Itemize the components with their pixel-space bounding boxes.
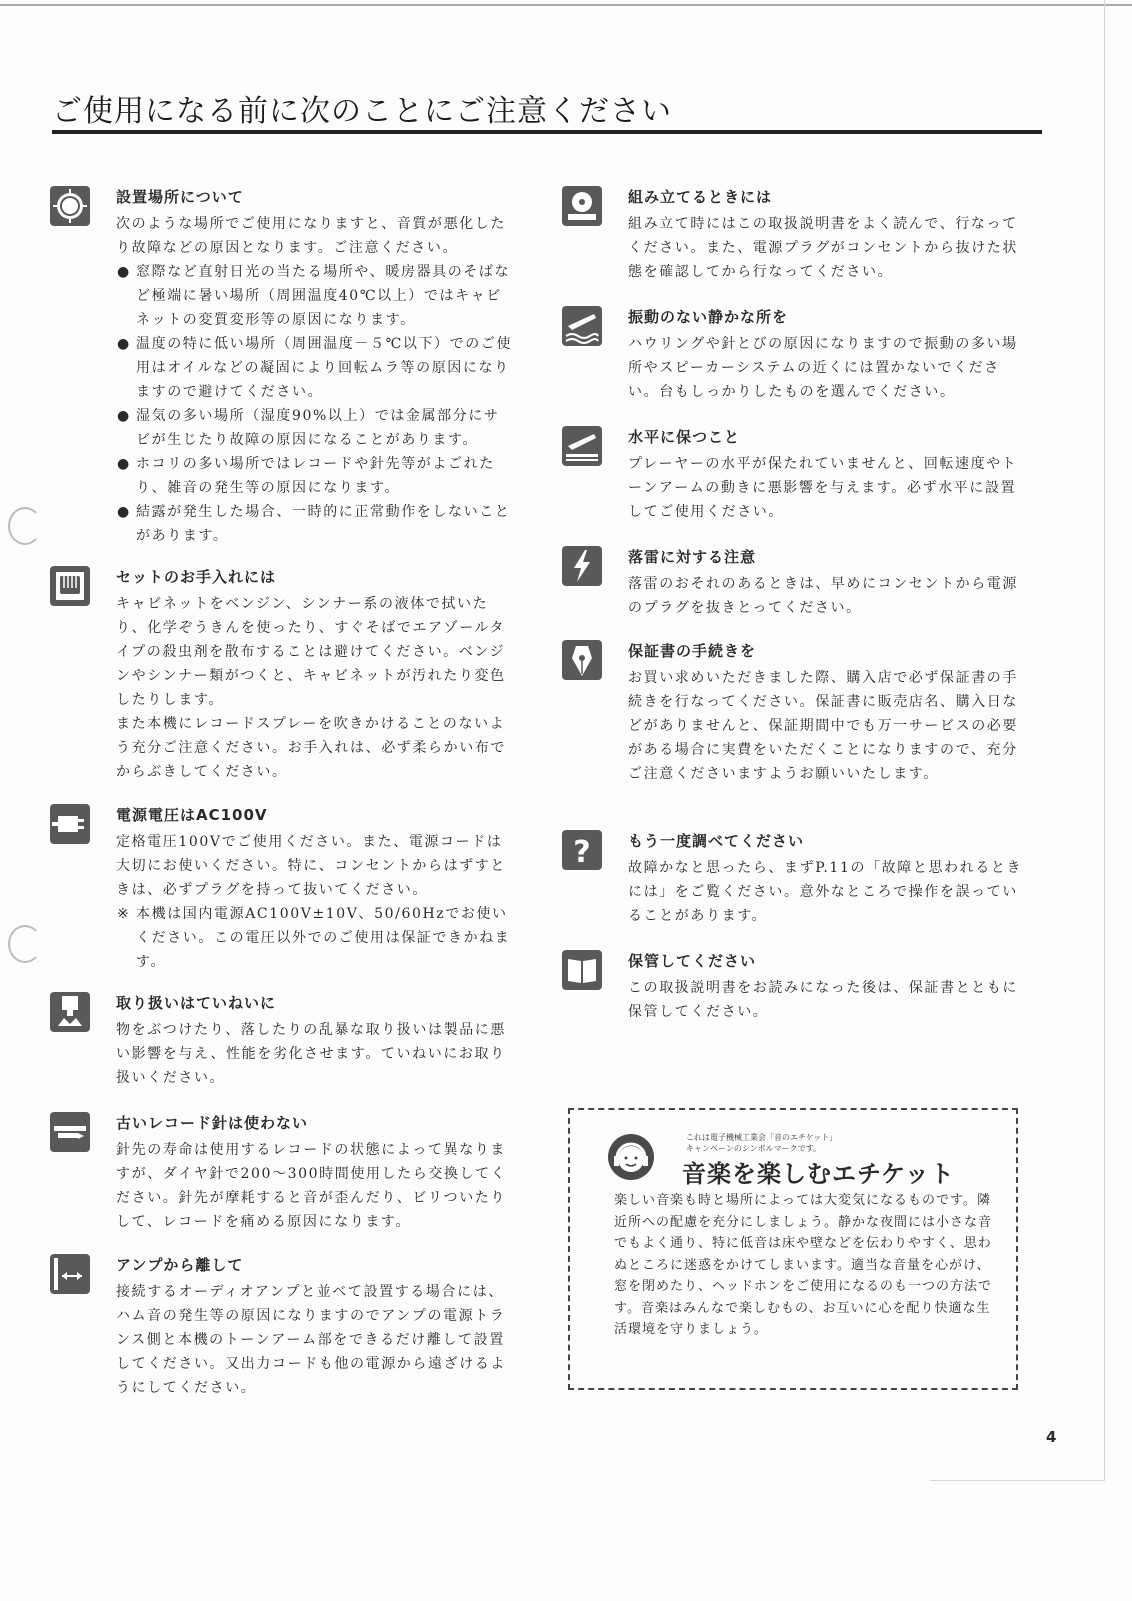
bullet-list xyxy=(116,902,514,974)
pen-nib-icon xyxy=(562,640,602,680)
title-rule xyxy=(52,130,1042,134)
section-title: 取り扱いはていねいに xyxy=(116,994,277,1012)
question-mark-icon xyxy=(562,830,602,870)
section-text: キャビネットをベンジン、シンナー系の液体で拭いたり、化学ぞうきんを使ったり、すぐそばでエアゾールタイプの殺虫剤を散布することは避けてください。ベンジンやシンナー類がつくと、キャビネットが汚れたり変色したりします。 xyxy=(116,596,506,708)
section-title: 古いレコード針は使わない xyxy=(116,1114,309,1132)
symbol-mark-note: これは電子機械工業会「音のエチケット」 キャンペーンのシンボルマークです。 xyxy=(686,1133,838,1153)
section-title: 落雷に対する注意 xyxy=(628,548,757,566)
section-title: 水平に保つこと xyxy=(628,428,741,446)
section-text: プレーヤーの水平が保たれていませんと、回転速度やトーンアームの動きに悪影響を与えます。必ず水平に設置してご使用ください。 xyxy=(628,456,1018,520)
etiquette-text: 楽しい音楽も時と場所によっては大変気になるものです。隣近所への配慮を充分にしましょう。静かな夜間には小さな音でもよく通り、特に低音は床や壁などを伝わりやすく、思わぬところに迷惑をかけてしまいます。適当な音量を心がけ、窓を閉めたり、ヘッドホンをご使用になるのも一つの方法です。音楽はみんなで楽しむもの、お互いに心を配り快適な生活環境を守りましょう。 xyxy=(614,1193,993,1337)
list-item: ※ 本機は国内電源AC100V±10V、50/60Hzでお使いください。この電圧以外でのご使用は保証できかねます。 xyxy=(117,906,511,970)
bullet-list xyxy=(116,260,514,548)
binder-hole xyxy=(8,507,42,545)
section-text: ハウリングや針とびの原因になりますので振動の多い場所やスピーカーシステムの近くには置かないでください。台もしっかりしたものを選んでください。 xyxy=(628,336,1018,400)
section-title: 振動のない静かな所を xyxy=(628,308,789,326)
section-text: 故障かなと思ったら、まずP.11の「故障と思われるときには」をご覧ください。意外なところで操作を誤っていることがあります。 xyxy=(628,860,1023,924)
section-title: 保管してください xyxy=(628,952,757,970)
section-title: 保証書の手続きを xyxy=(628,642,757,660)
power-plug-icon xyxy=(50,804,90,844)
turntable-assembly-icon xyxy=(562,186,602,226)
section-title: 設置場所について xyxy=(116,188,244,206)
etiquette-title: 音楽を楽しむエチケット xyxy=(682,1160,955,1188)
list-item: ● 温度の特に低い場所（周囲温度－５℃以下）でのご使用はオイルなどの凝固により回転ムラ等の原因になりますので避けてください。 xyxy=(117,336,513,400)
page-edge xyxy=(1104,0,1105,1480)
section-title: セットのお手入れには xyxy=(116,568,277,586)
handle-with-care-icon xyxy=(50,992,90,1032)
page-edge xyxy=(930,1480,1105,1481)
music-etiquette-box xyxy=(568,1108,1018,1390)
top-edge xyxy=(0,4,1132,6)
distance-arrow-icon xyxy=(50,1254,90,1294)
section-title: 電源電圧はAC100V xyxy=(116,806,268,824)
level-icon xyxy=(562,426,602,466)
page-number: 4 xyxy=(1046,1428,1057,1446)
stylus-icon xyxy=(50,1112,90,1152)
section-text: この取扱説明書をお読みになった後は、保証書とともに保管してください。 xyxy=(628,980,1018,1020)
list-item: ● ホコリの多い場所ではレコードや針先等がよごれたり、雑音の発生等の原因になります。 xyxy=(117,456,495,496)
section-text: 接続するオーディオアンプと並べて設置する場合には、ハム音の発生等の原因になりますのでアンプの電源トランス側と本機のトーンアーム部をできるだけ離して設置してください。又出力コードも他の電源から遠ざけるようにしてください。 xyxy=(116,1284,506,1396)
svg-text:?: ? xyxy=(573,835,591,870)
section-text: 落雷のおそれのあるときは、早めにコンセントから電源のプラグを抜きとってください。 xyxy=(628,576,1018,616)
list-item: ● 結露が発生した場合、一時的に正常動作をしないことがあります。 xyxy=(117,504,511,544)
section-text: また本機にレコードスプレーを吹きかけることのないよう充分ご注意ください。お手入れは、必ず柔らかい布でからぶきしてください。 xyxy=(116,716,506,780)
section-text: 物をぶつけたり、落したりの乱暴な取り扱いは製品に悪い影響を与え、性能を劣化させます。ていねいにお取り扱いください。 xyxy=(116,1022,506,1086)
page-title: ご使用になる前に次のことにご注意ください xyxy=(52,94,672,129)
section-text: 次のような場所でご使用になりますと、音質が悪化したり故障などの原因となります。ご注意ください。 xyxy=(116,216,506,256)
section-title: アンプから離して xyxy=(116,1256,244,1274)
binder-hole xyxy=(8,925,42,963)
list-item: ● 窓際など直射日光の当たる場所や、暖房器具のそばなど極端に暑い場所（周囲温度40℃以上）ではキャビネットの変質変形等の原因になります。 xyxy=(117,264,511,328)
hand-cleaning-icon xyxy=(50,566,90,606)
section-title: 組み立てるときには xyxy=(628,188,773,206)
section-text: 定格電圧100Vでご使用ください。また、電源コードは大切にお使いください。特に、コンセントからはずすときは、必ずプラグを持って抜いてください。 xyxy=(116,834,506,898)
headphone-face-icon xyxy=(608,1134,654,1180)
section-text: お買い求めいただきました際、購入店で必ず保証書の手続きを行なってください。保証書に販売店名、購入日などがありませんと、保証期間中でも万一サービスの必要がある場合に実費をいただくことになりますので、充分ご注意くださいますようお願いいたします。 xyxy=(628,670,1018,782)
list-item: ● 湿気の多い場所（湿度90%以上）では金属部分にサビが生じたり故障の原因になることがあります。 xyxy=(117,408,500,448)
book-icon xyxy=(562,950,602,990)
section-text: 針先の寿命は使用するレコードの状態によって異なりますが、ダイヤ針で200〜300時間使用したら交換してください。針先が摩耗すると音が歪んだり、ビリついたりして、レコードを痛める原因になります。 xyxy=(116,1142,507,1230)
lightning-icon xyxy=(562,546,602,586)
sun-icon xyxy=(50,186,90,226)
vibration-icon xyxy=(562,306,602,346)
section-text: 組み立て時にはこの取扱説明書をよく読んで、行なってください。また、電源プラグがコンセントから抜けた状態を確認してから行なってください。 xyxy=(628,216,1018,280)
section-title: もう一度調べてください xyxy=(628,832,805,850)
